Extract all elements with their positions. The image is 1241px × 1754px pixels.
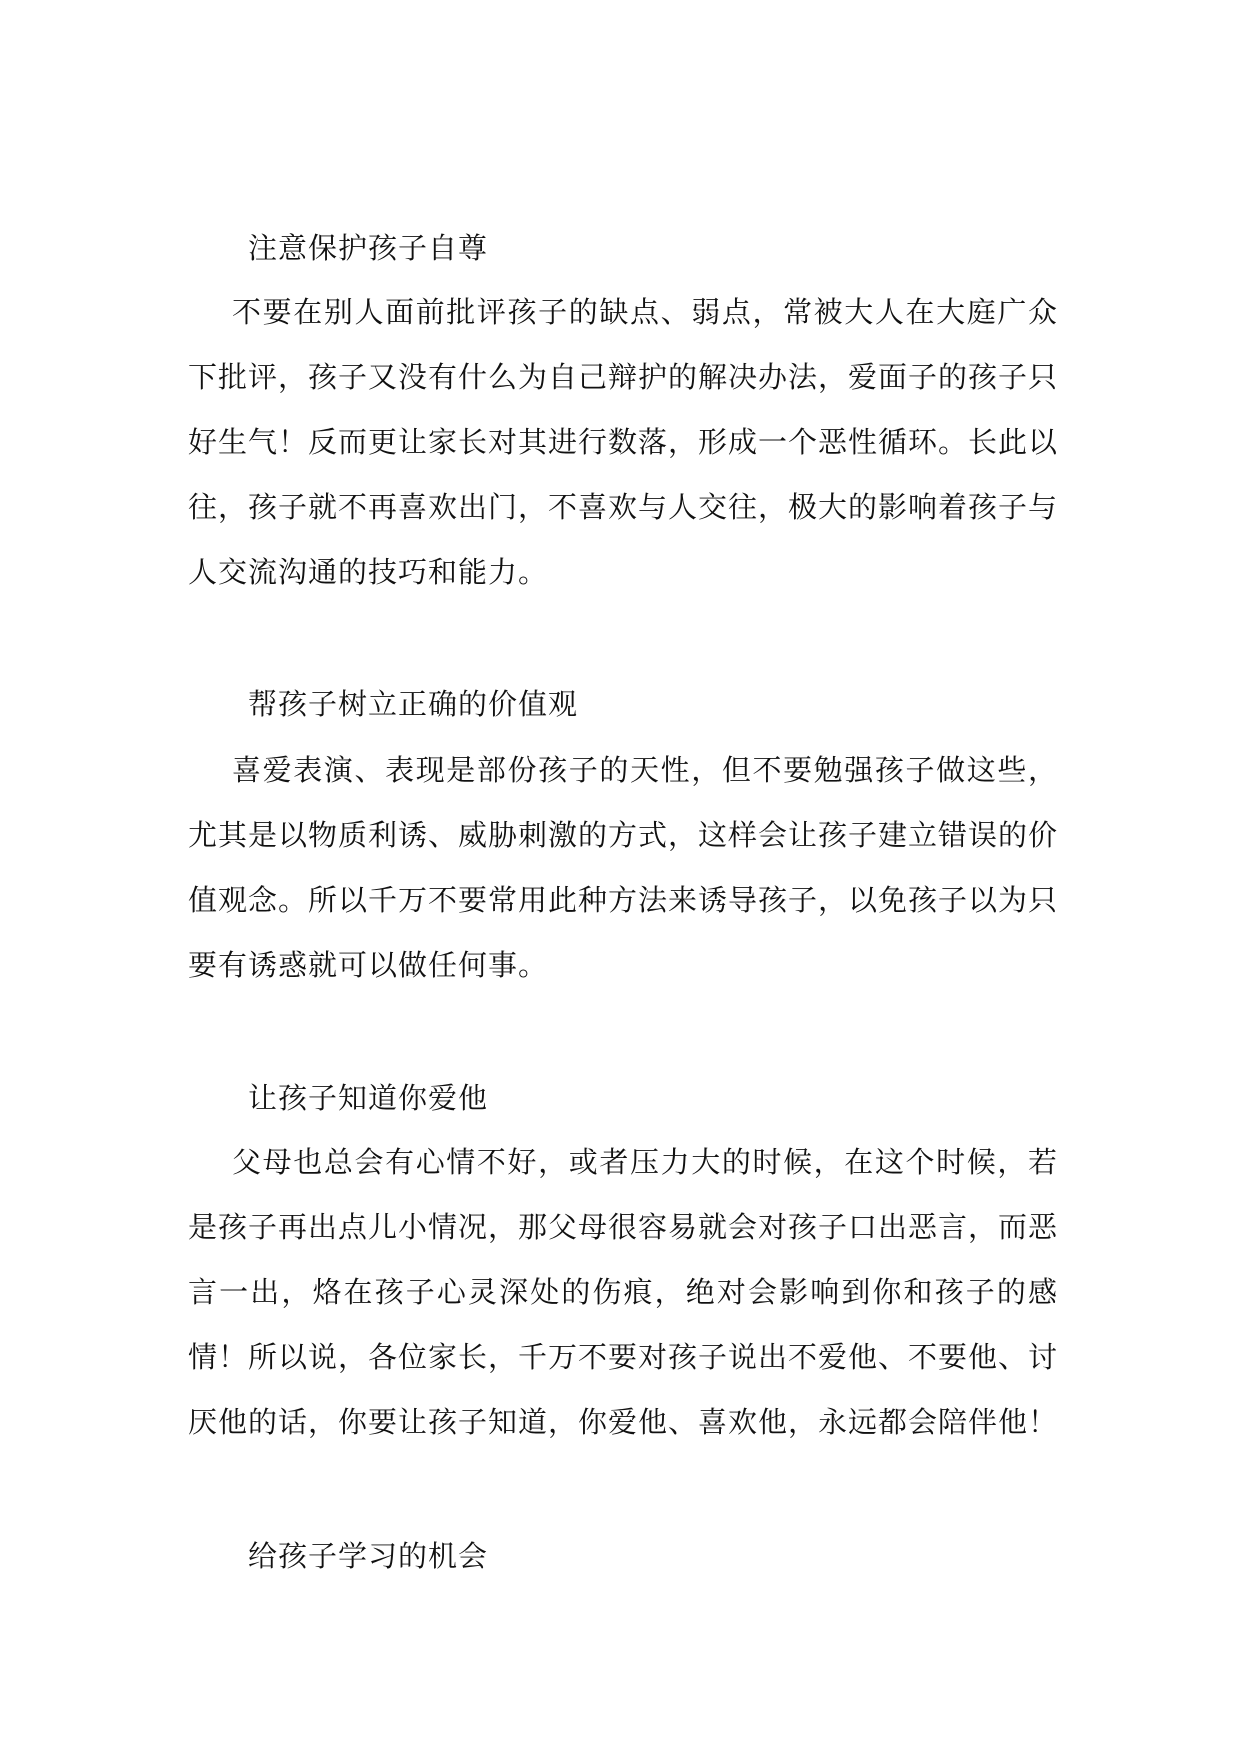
section-heading-values: 帮孩子树立正确的价值观 — [248, 687, 579, 721]
section-heading-learning: 给孩子学习的机会 — [248, 1539, 489, 1573]
section-body-self-esteem: 不要在别人面前批评孩子的缺点、弱点，常被大人在大庭广众下批评，孩子又没有什么为自己辩护的解决办法，爱面子的孩子只好生气！反而更让家长对其进行数落，形成一个恶性循环。长此以往，孩子就不再喜欢出门，不喜欢与人交往，极大的影响着孩子与人交流沟通的技巧和能力。 — [188, 295, 1059, 589]
section-body-values: 喜爱表演、表现是部份孩子的天性，但不要勉强孩子做这些，尤其是以物质利诱、威胁刺激的方式，这样会让孩子建立错误的价值观念。所以千万不要常用此种方法来诱导孩子，以免孩子以为只要有诱惑就可以做任何事。 — [188, 753, 1059, 982]
section-body-love: 父母也总会有心情不好，或者压力大的时候，在这个时候，若是孩子再出点儿小情况，那父母很容易就会对孩子口出恶言，而恶言一出，烙在孩子心灵深处的伤痕，绝对会影响到你和孩子的感情！所以说，各位家长，千万不要对孩子说出不爱他、不要他、讨厌他的话，你要让孩子知道，你爱他、喜欢他，永远都会陪伴他！ — [188, 1145, 1059, 1439]
section-heading-self-esteem: 注意保护孩子自尊 — [248, 231, 489, 265]
section-heading-love: 让孩子知道你爱他 — [248, 1081, 489, 1115]
